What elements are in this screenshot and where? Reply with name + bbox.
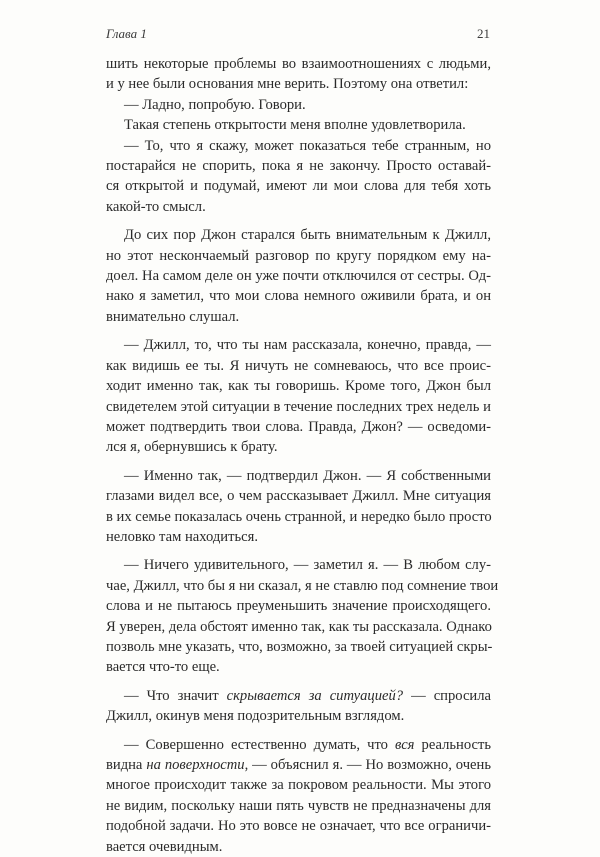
text-line: может подтвердить твои слова. Правда, Джон? — осведоми-	[106, 418, 491, 435]
text-line: Такая степень открытости меня вполне удовлетворила.	[124, 117, 466, 134]
paragraph	[106, 686, 491, 727]
text-line: ся открытой и подумай, имеют ли мои слова для тебя хоть	[106, 178, 491, 195]
text-line: — Что значит скрывается за ситуацией? — спросила	[124, 687, 491, 704]
page-number: 21	[477, 26, 490, 41]
text-line: слова и не пытаюсь преуменьшить значение происходящего.	[106, 598, 491, 615]
paragraph	[106, 555, 499, 677]
text-line: какой-то смысл.	[106, 198, 206, 215]
paragraph	[106, 136, 491, 218]
text-line: нако я заметил, что мои слова немного оживили брата, и он	[106, 288, 491, 305]
text-line: шить некоторые проблемы во взаимоотношениях с людьми,	[106, 56, 491, 72]
paragraph	[106, 95, 491, 115]
paragraph	[106, 335, 491, 457]
text-line: постарайся не спорить, пока я не закончу. Просто оставай-	[106, 158, 491, 175]
text-line: До сих пор Джон старался быть внимательным к Джилл,	[124, 227, 491, 244]
paragraph	[106, 466, 491, 548]
text-line: видна на поверхности, — объяснил я. — Но возможно, очень	[106, 757, 491, 773]
text-line: вается очевидным.	[106, 838, 223, 855]
text-line: внимательно слушал.	[106, 308, 240, 325]
text-line: как видишь ее ты. Я ничуть не сомневаюсь, что все проис-	[106, 357, 491, 374]
text-line: Джилл, окинув меня подозрительным взглядом.	[106, 708, 405, 725]
text-line: — Совершенно естественно думать, что вся реальность	[124, 736, 491, 753]
text-line: но этот нескончаемый разговор по кругу порядком ему на-	[106, 247, 491, 264]
body-text	[106, 54, 499, 857]
text-line: — Ничего удивительного, — заметил я. — В любом слу-	[124, 557, 491, 574]
text-line: — То, что я скажу, может показаться тебе странным, но	[124, 137, 491, 154]
paragraph	[106, 115, 491, 135]
text-line: чае, Джилл, что бы я ни сказал, я не ставлю под сомнение твои	[106, 577, 499, 594]
text-line: Я уверен, дела обстоят именно так, как ты рассказала. Однако	[106, 618, 492, 635]
text-line: в их семье показалась очень странной, и нередко было просто	[106, 508, 492, 525]
text-line: подобной задачи. Но это вовсе не означает, что все ограничи-	[106, 818, 491, 835]
chapter-title: Глава 1	[106, 26, 147, 41]
text-line: вается что-то еще.	[106, 659, 220, 676]
text-line: позволь мне указать, что, возможно, за твоей ситуацией скры-	[106, 638, 493, 655]
running-header	[106, 26, 490, 46]
text-line: не видим, поскольку наши пять чувств не предназначены для	[106, 797, 491, 814]
text-line: свидетелем этой ситуации в течение последних трех недель и	[106, 398, 491, 415]
text-line: — Именно так, — подтвердил Джон. — Я собственными	[124, 467, 491, 484]
paragraph	[106, 54, 491, 95]
text-line: — Ладно, попробую. Говори.	[124, 96, 306, 113]
text-line: ходит именно так, как ты говоришь. Кроме того, Джон был	[106, 378, 491, 395]
text-line: глазами видел все, о чем рассказывает Джилл. Мне ситуация	[106, 488, 491, 505]
text-line: и у нее были основания мне верить. Поэтому она ответил:	[106, 76, 469, 93]
text-line: лся я, обернувшись к брату.	[106, 439, 278, 456]
paragraph	[106, 735, 491, 857]
paragraph	[106, 225, 491, 327]
text-line: неловко там находиться.	[106, 528, 258, 545]
text-line: доел. На самом деле он уже почти отключился от сестры. Од-	[106, 268, 491, 285]
text-line: многое происходит также за покровом реальности. Мы этого	[106, 777, 491, 794]
text-line: — Джилл, то, что ты нам рассказала, конечно, правда, —	[124, 337, 491, 354]
